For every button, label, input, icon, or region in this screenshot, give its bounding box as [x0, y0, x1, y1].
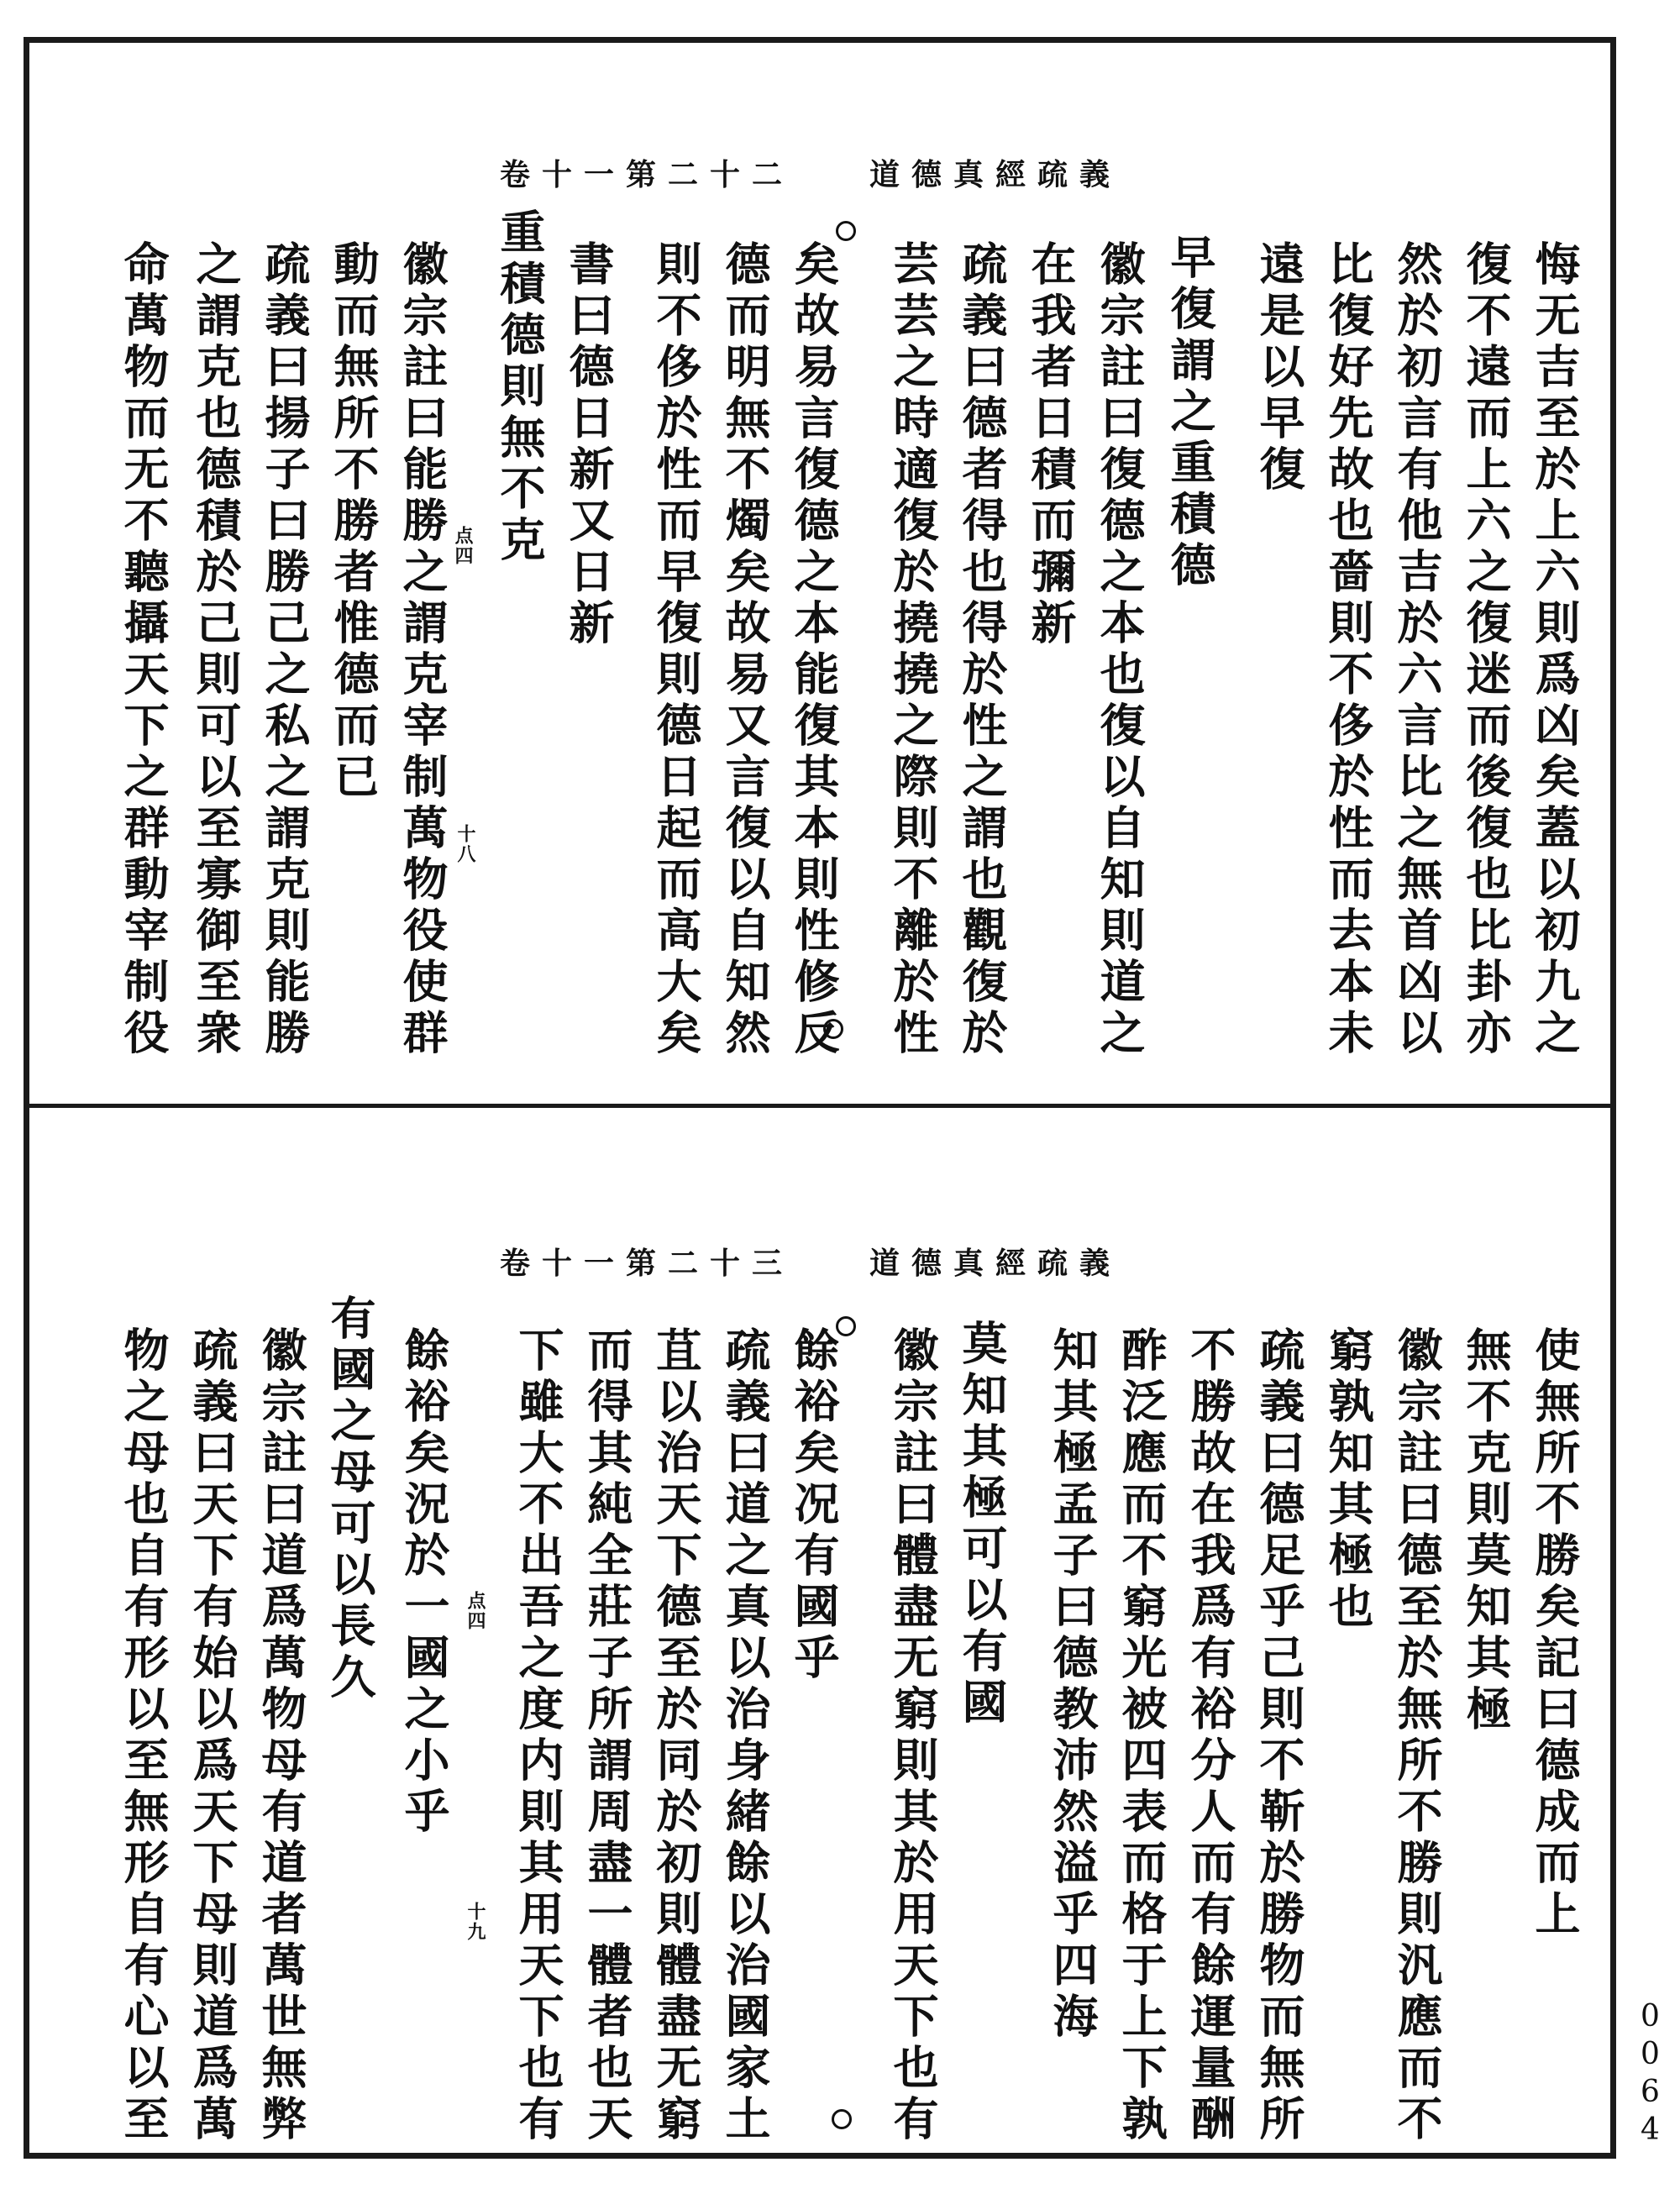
text-column: 德而明無不燭矣故易又言復以自知然	[718, 240, 772, 1060]
text-column: 餘裕矣况有國乎	[787, 1326, 841, 1685]
text-column: 有國之母可以長久	[323, 1294, 377, 1704]
book-title: 道德真經疏義	[869, 157, 1122, 192]
folio-mark: 十九	[465, 1902, 486, 1942]
folio-mark: 点四	[452, 526, 474, 566]
text-column: 徽宗註曰能勝之謂克宰制萬物役使群	[396, 240, 449, 1060]
text-columns	[29, 208, 1610, 1080]
text-column: 疏義曰德者得也得於性之謂也觀復於	[955, 240, 1009, 1060]
text-column: 徽宗註曰體盡无窮則其於用天下也有	[886, 1326, 940, 2146]
text-column: 動而無所不勝者惟德而已	[327, 240, 381, 804]
text-column: 徽宗註曰道爲萬物母有道者萬世無弊	[255, 1326, 308, 2146]
folio-mark: 点四	[465, 1591, 486, 1631]
text-column: 莫知其極可以有國	[955, 1320, 1009, 1729]
text-column: 比復好先故也嗇則不侈於性而去本未	[1321, 240, 1375, 1060]
text-column: 早復謂之重積德	[1163, 234, 1217, 592]
text-column: 物之母也自有形以至無形自有心以至	[117, 1326, 171, 2146]
book-title: 道德真經疏義	[869, 1246, 1122, 1281]
page-frame	[24, 37, 1616, 2159]
text-column: 書曰德日新又日新	[562, 240, 616, 650]
text-column: 徽宗註曰德至於無所不勝則汎應而不	[1390, 1326, 1444, 2146]
text-column: 無不克則莫知其極	[1459, 1326, 1513, 1736]
text-column: 餘裕矣況於一國之小乎	[397, 1326, 451, 1839]
text-column: 疏義曰天下有始以爲天下母則道爲萬	[186, 1326, 239, 2146]
text-column: 苴以治天下德至於同於初則體盡无窮	[649, 1326, 703, 2146]
page-number: 0064	[1633, 1999, 1667, 2150]
bottom-page-panel	[29, 1108, 1610, 2153]
text-columns	[29, 1294, 1610, 2166]
text-column: 疏義曰揚子曰勝己之私之謂克則能勝	[258, 240, 312, 1060]
text-column: 在我者日積而彌新	[1024, 240, 1078, 650]
text-column: 復不遠而上六之復迷而後復也比卦亦	[1459, 240, 1513, 1060]
text-column: 之謂克也德積於己則可以至寡御至衆	[189, 240, 243, 1060]
text-column: 芸芸之時適復於撓撓之際則不離於性	[886, 240, 940, 1060]
text-column: 疏義曰德足乎己則不靳於勝物而無所	[1252, 1326, 1306, 2146]
top-page-panel	[29, 43, 1610, 1108]
running-header	[29, 154, 1610, 196]
text-column: 矣故易言復德之本能復其本則性修反	[787, 240, 841, 1060]
text-column: 則不侈於性而早復則德日起而高大矣	[649, 240, 703, 1060]
text-column: 而得其純全莊子所謂周盡一體者也天	[580, 1326, 634, 2146]
volume-page-label: 卷十一第二十二	[500, 157, 795, 192]
punctuation-circle	[836, 221, 856, 241]
folio-mark: 十八	[454, 824, 476, 864]
text-column: 酢泛應而不窮光被四表而格于上下孰	[1115, 1326, 1168, 2146]
text-column: 知其極孟子曰德教沛然溢乎四海	[1046, 1326, 1100, 2044]
text-column: 遠是以早復	[1252, 240, 1306, 496]
volume-page-label: 卷十一第二十三	[500, 1246, 795, 1281]
text-column: 不勝故在我爲有裕分人而有餘運量酬	[1184, 1326, 1237, 2146]
text-column: 悔无吉至於上六則爲凶矣蓋以初九之	[1528, 240, 1582, 1060]
text-column: 疏義曰道之真以治身緒餘以治國家土	[718, 1326, 772, 2146]
text-column: 下雖大不出吾之度内則其用天下也有	[512, 1326, 565, 2146]
text-column: 命萬物而无不聽攝天下之群動宰制役	[117, 240, 171, 1060]
running-header	[29, 1242, 1610, 1284]
text-column: 窮孰知其極也	[1321, 1326, 1375, 1634]
text-column: 徽宗註曰復德之本也復以自知則道之	[1093, 240, 1147, 1060]
text-column: 然於初言有他吉於六言比之無首凶以	[1390, 240, 1444, 1060]
text-column: 重積德則無不克	[493, 208, 547, 567]
text-column: 使無所不勝矣記曰德成而上	[1528, 1326, 1582, 1941]
